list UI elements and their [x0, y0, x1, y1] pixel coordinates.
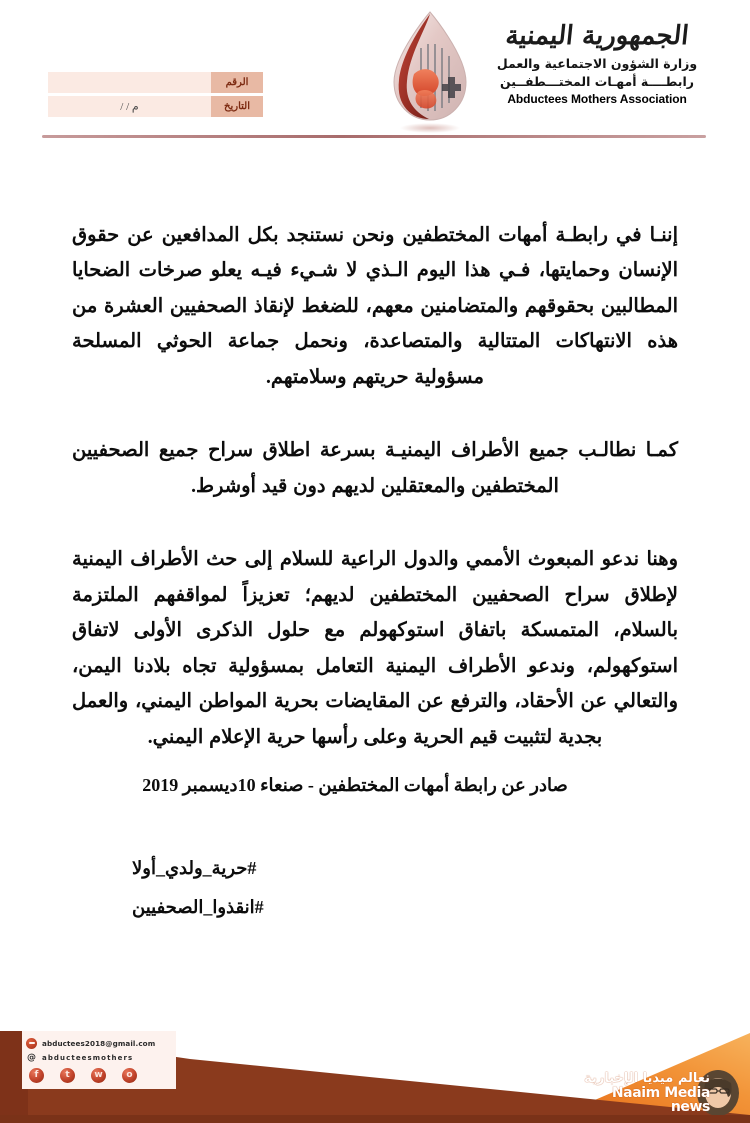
- hashtag-list: [72, 858, 678, 918]
- body-paragraph-2: كمـا نطالـب جميع الأطراف اليمنيـة بسرعة اطلاق سراح جميع الصحفيين المختطفين والمعتقلين لديهم دون قيد أوشرط.: [72, 440, 678, 497]
- issued-by-line: صادر عن رابطة أمهات المختطفين - صنعاء 10ديسمبر 2019: [142, 775, 568, 796]
- org-country-name: الجمهورية اليمنية: [504, 21, 691, 51]
- date-field-row: [48, 96, 263, 117]
- twitter-icon[interactable]: t: [60, 1068, 75, 1083]
- watermark-text: [578, 1072, 710, 1115]
- media-watermark: [578, 1069, 750, 1115]
- whatsapp-icon[interactable]: w: [91, 1068, 106, 1083]
- org-ministry-name: وزارة الشؤون الاجتماعية والعمل: [496, 55, 698, 71]
- organization-titles: [462, 22, 732, 106]
- email-icon: [26, 1038, 37, 1049]
- body-paragraph-3: وهنا ندعو المبعوث الأممي والدول الراعية للسلام إلى حث الأطراف اليمنية لإطلاق سراح الصحفيين المختطفين لديهم؛ تعزيزاً لمواقفهم الملتزمة بالسلام، المتمسكة باتفاق استوكهولم مع حلول الذكرى الأولى لاتفاق استوكهولم، وندعو الأطراف اليمنية التعامل بمسؤولية تجاه بلادنا اليمن، والتعالي عن الأحقاد، والترفع عن المقايضات بحرية المواطن اليمني، والعمل بجدية لتثبيت قيم الحرية وعلى رأسها حرية الإعلام اليمني.: [72, 549, 678, 748]
- body-paragraph-1: إننـا في رابطـة أمهات المختطفين ونحن نستنجد بكل المدافعين عن حقوق الإنسان وحمايتها، فـي هذا اليوم الـذي لا شـيء فيـه يعلو صرخات الضحايا المطالبين بحقوقهم والمتضامنين معهم، للضغط لإنقاذ الصحفيين العشرة من هذه الانتهاكات المتتالية والمتصاعدة، ونحمل جماعة الحوثي المسلحة مسؤولية حريتهم وسلامتهم.: [72, 225, 678, 388]
- footer-band: [0, 1023, 750, 1123]
- watermark-arabic: نعالم ميديا الإخبارية: [584, 1071, 710, 1086]
- org-association-name-en: Abductees Mothers Association: [507, 91, 687, 106]
- contact-info-card: [22, 1031, 176, 1089]
- email-row[interactable]: [26, 1036, 172, 1050]
- social-icon-row: [26, 1068, 172, 1083]
- letterhead-header: [0, 0, 750, 150]
- email-address: abductees2018@gmail.com: [42, 1038, 156, 1048]
- header-divider: [42, 135, 706, 138]
- social-handle: abducteesmothers: [42, 1054, 134, 1062]
- hashtag-item-1: #حرية_ولدي_أولا: [132, 858, 257, 879]
- watermark-english: Naaim Media news: [611, 1084, 710, 1115]
- handle-row[interactable]: [26, 1051, 172, 1065]
- number-field-label: الرقم: [211, 72, 263, 93]
- facebook-icon[interactable]: f: [29, 1068, 44, 1083]
- number-field-row: [48, 72, 263, 93]
- at-sign-icon: @: [27, 1052, 36, 1063]
- letterhead-meta-fields: [48, 72, 263, 120]
- document-body: [72, 218, 678, 936]
- number-field-value: [48, 72, 211, 93]
- date-field-label: التاريخ: [211, 96, 263, 117]
- instagram-icon[interactable]: o: [122, 1068, 137, 1083]
- hashtag-item-2: #انقذوا_الصحفيين: [132, 897, 264, 918]
- org-association-name-ar: رابطــــة أمهـات المختـــطفــين: [500, 73, 694, 89]
- date-field-value: م / /: [120, 101, 139, 113]
